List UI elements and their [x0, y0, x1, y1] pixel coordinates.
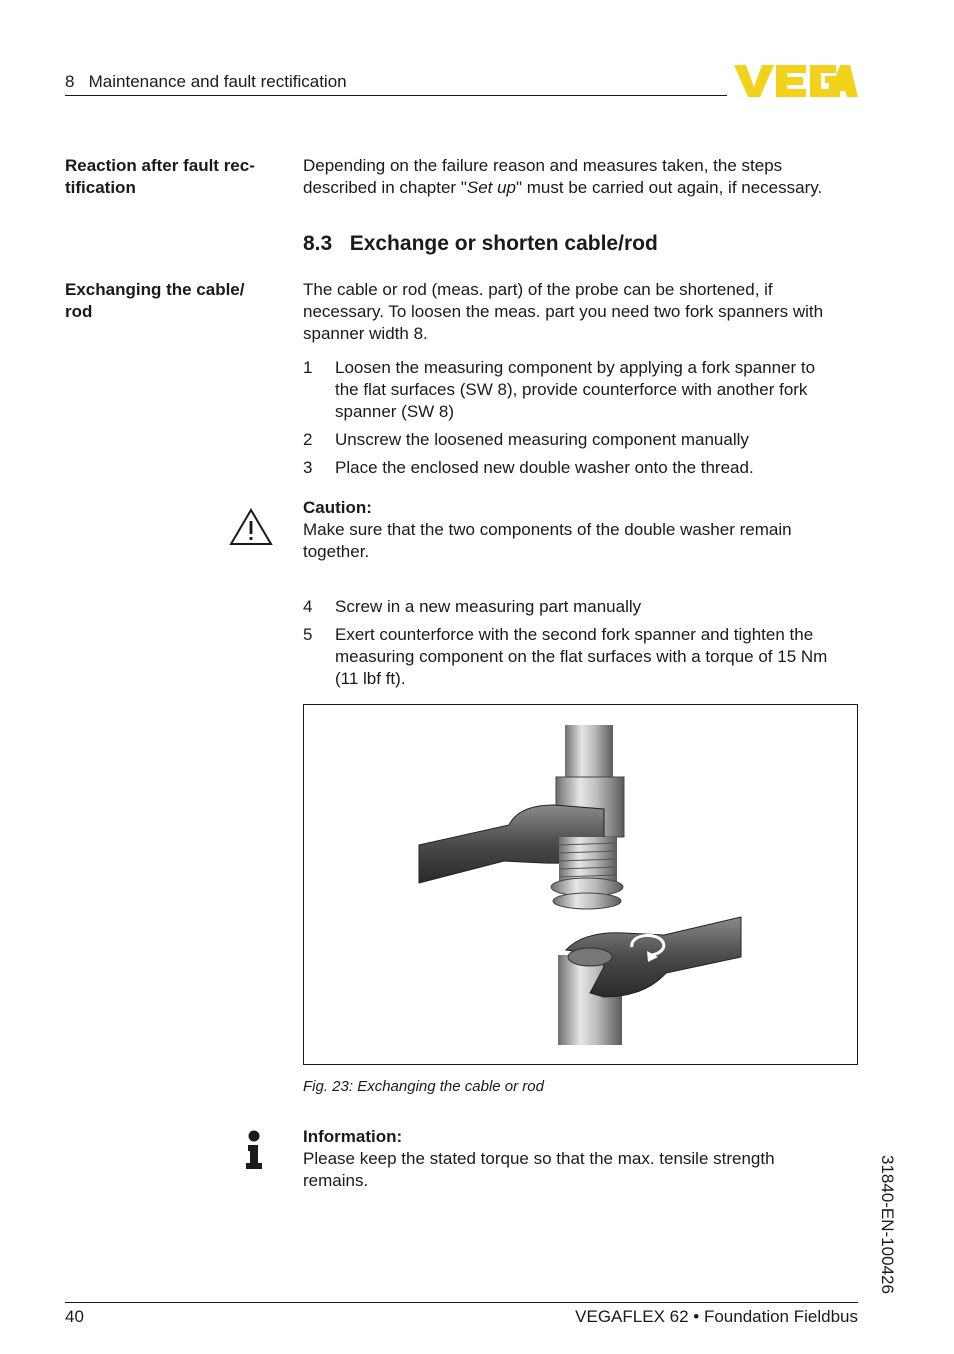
- information-note: Information: Please keep the stated torque so that the max. tensile strength remains.: [303, 1126, 863, 1192]
- lower-thread-opening: [568, 948, 612, 966]
- page-number: 40: [65, 1307, 84, 1326]
- vega-logo: [734, 63, 858, 99]
- step-3: 3 Place the enclosed new double washer onto the thread.: [303, 458, 754, 477]
- product-name: VEGAFLEX 62 • Foundation Fieldbus: [575, 1307, 858, 1326]
- information-title: Information:: [303, 1127, 403, 1146]
- step-1: 1 Loosen the measuring component by applying a fork spanner to the flat surfaces (SW 8), provide counterforce with another fork spanner (SW 8): [303, 358, 816, 421]
- caution-title: Caution:: [303, 498, 372, 517]
- footer-rule: [65, 1302, 858, 1303]
- spanner-illustration: [304, 705, 857, 1064]
- figure-frame: [303, 704, 858, 1065]
- caution-note: Caution: Make sure that the two components of the double washer remain together.: [303, 497, 863, 563]
- step-4: 4 Screw in a new measuring part manually: [303, 597, 642, 616]
- chapter-reference: Set up: [466, 178, 517, 197]
- warning-triangle-icon: [229, 508, 273, 546]
- header-rule: [65, 95, 727, 96]
- figure-caption: Fig. 23: Exchanging the cable or rod: [303, 1078, 544, 1095]
- running-header: 8 Maintenance and fault rectification: [65, 72, 347, 91]
- information-icon: [244, 1130, 264, 1170]
- reaction-label: Reaction after fault rec- tification: [65, 156, 255, 197]
- exchanging-intro: The cable or rod (meas. part) of the probe can be shortened, if necessary. To loosen the meas. part you need two fork spanners with spanner width 8.: [303, 280, 824, 343]
- double-washer-bottom: [553, 893, 621, 909]
- section-heading: 8.3 Exchange or shorten cable/rod: [303, 232, 658, 255]
- reaction-text: Depending on the failure reason and measures taken, the steps described in chapter "Set up" must be carried out again, if necessary.: [303, 156, 823, 197]
- exchanging-label: Exchanging the cable/ rod: [65, 280, 245, 321]
- step-5: 5 Exert counterforce with the second fork spanner and tighten the measuring component on the flat surfaces with a torque of 15 Nm (11 lbf ft).: [303, 625, 828, 688]
- step-2: 2 Unscrew the loosened measuring component manually: [303, 430, 749, 449]
